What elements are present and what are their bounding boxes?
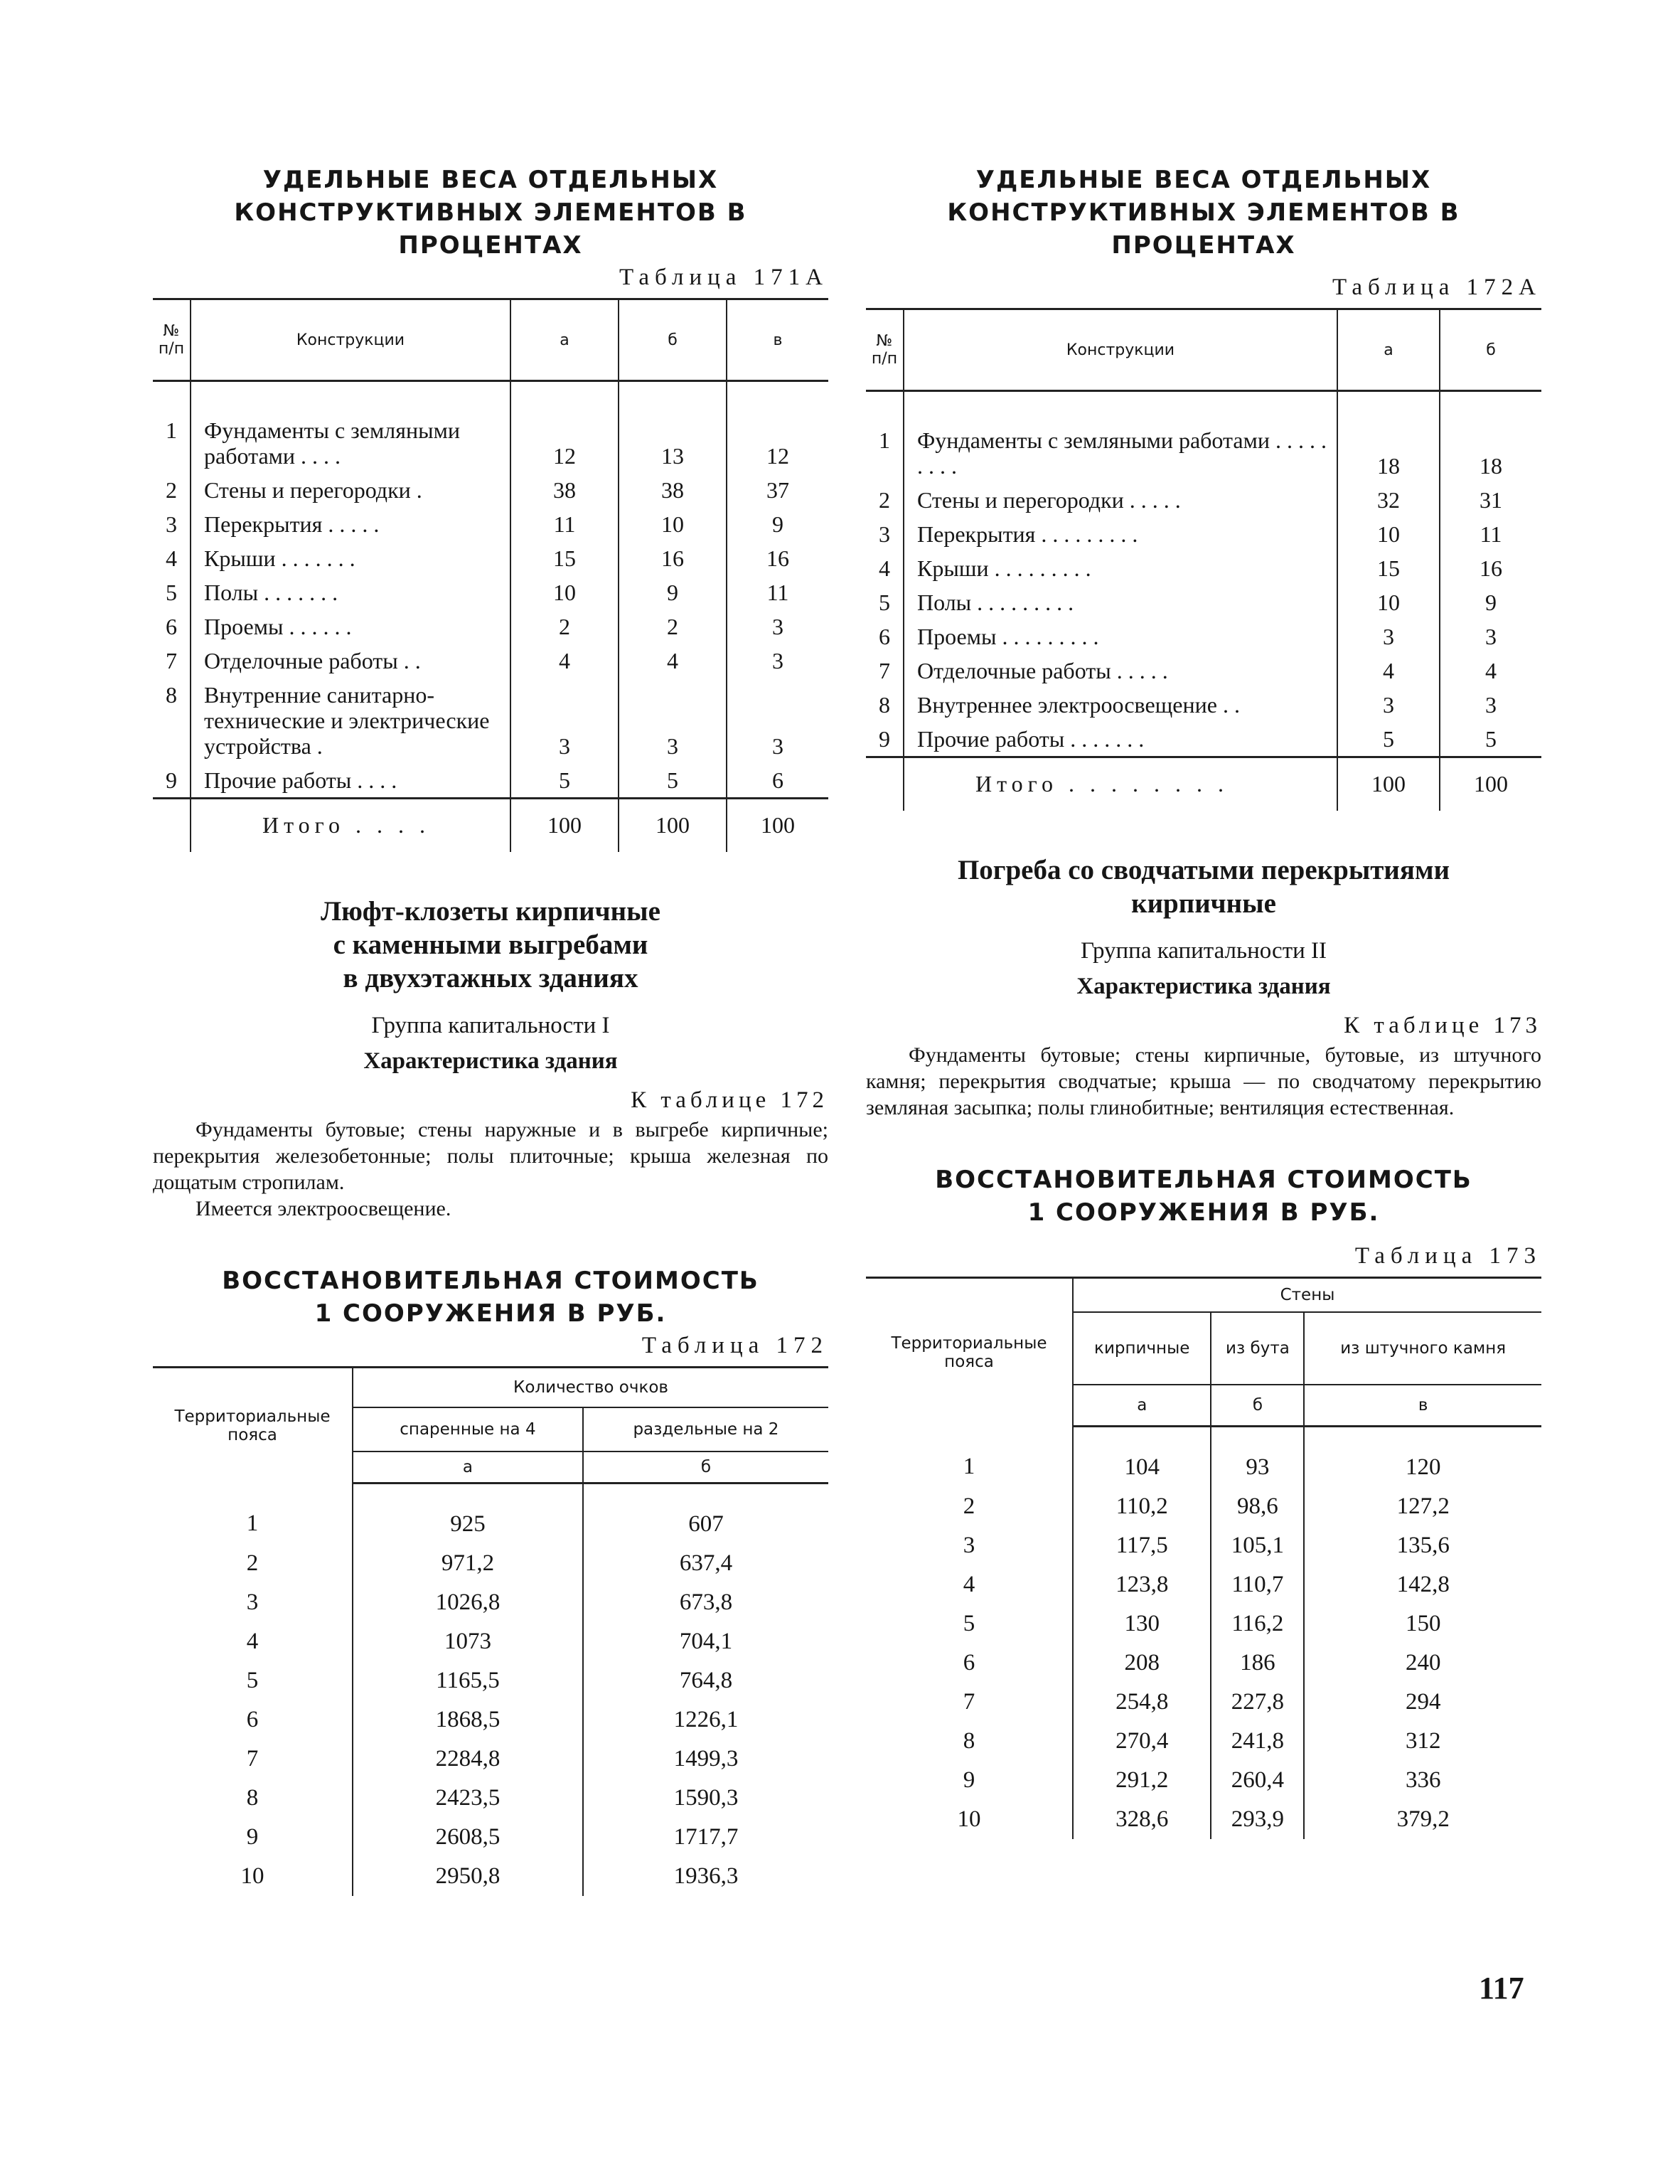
cost-b: 241,8 (1211, 1722, 1304, 1761)
table-row (153, 1857, 828, 1896)
table-172a-body (866, 391, 1541, 811)
header-b: б (619, 299, 727, 381)
total-label: Итого . . . . (191, 799, 510, 853)
value-a: 12 (510, 381, 619, 474)
table-row (153, 609, 828, 644)
header-brick: кирпичные (1073, 1312, 1211, 1385)
cost-c: 120 (1304, 1427, 1541, 1488)
table-row (866, 722, 1541, 757)
zone: 1 (963, 1454, 975, 1480)
value-a: 32 (1337, 483, 1440, 517)
value-b: 3 (1440, 619, 1541, 654)
construction-name: Перекрытия . . . . . (191, 507, 510, 541)
cost-b: 93 (1211, 1427, 1304, 1488)
header-c: в (727, 299, 828, 381)
row-number: 4 (166, 545, 177, 571)
zone: 1 (246, 1511, 259, 1537)
header-col-b: б (1211, 1385, 1304, 1427)
cost-c: 127,2 (1304, 1487, 1541, 1526)
value-a: 5 (1337, 722, 1440, 757)
table-172a-heading-line1: УДЕЛЬНЫЕ ВЕСА ОТДЕЛЬНЫХ (975, 166, 1432, 194)
zone: 7 (963, 1689, 975, 1715)
table-row (866, 585, 1541, 619)
cost-c: 135,6 (1304, 1526, 1541, 1565)
value-b: 31 (1440, 483, 1541, 517)
header-points-count: Количество очков (353, 1368, 828, 1408)
construction-name: Крыши . . . . . . . (191, 541, 510, 575)
table-171a-heading-line1: УДЕЛЬНЫЕ ВЕСА ОТДЕЛЬНЫХ (262, 166, 719, 194)
cost-a: 1868,5 (353, 1700, 583, 1740)
row-number: 3 (166, 511, 177, 537)
table-row (866, 1761, 1541, 1800)
header-col-a: а (353, 1451, 583, 1483)
zone: 10 (957, 1806, 981, 1832)
value-b: 4 (619, 644, 727, 678)
section-172-title-line2: с каменными выгребами (333, 929, 648, 960)
zone: 5 (963, 1611, 975, 1636)
cost-c: 240 (1304, 1644, 1541, 1683)
cost-a: 208 (1073, 1644, 1211, 1683)
section-173-group: Группа капитальности II (1080, 938, 1327, 964)
header-number: № п/п (866, 309, 904, 391)
value-b: 11 (1440, 517, 1541, 551)
value-b: 5 (1440, 722, 1541, 757)
table-row (153, 1700, 828, 1740)
cost-a: 254,8 (1073, 1683, 1211, 1722)
table-row (153, 1483, 828, 1545)
construction-name: Крыши . . . . . . . . . (904, 551, 1337, 585)
value-c: 3 (727, 609, 828, 644)
cost-a: 2284,8 (353, 1740, 583, 1779)
cost-a: 925 (353, 1483, 583, 1545)
cost-b: 98,6 (1211, 1487, 1304, 1526)
value-a: 10 (510, 575, 619, 609)
value-b: 18 (1440, 391, 1541, 484)
zone: 2 (963, 1493, 975, 1519)
zone: 8 (963, 1728, 975, 1754)
header-a: а (510, 299, 619, 381)
value-b: 10 (619, 507, 727, 541)
zone: 3 (963, 1533, 975, 1558)
cost-b: 110,7 (1211, 1565, 1304, 1604)
zone: 9 (963, 1767, 975, 1793)
section-172-note: Имеется электроосвещение. (196, 1197, 451, 1220)
value-c: 6 (727, 763, 828, 799)
table-row (866, 1487, 1541, 1526)
cost-a: 270,4 (1073, 1722, 1211, 1761)
table-row (153, 1544, 828, 1583)
cost-b: 1226,1 (583, 1700, 828, 1740)
header-zones: Территориальные пояса (866, 1278, 1073, 1427)
zone: 6 (246, 1707, 259, 1732)
header-rubble: из бута (1211, 1312, 1304, 1385)
value-a: 2 (510, 609, 619, 644)
value-a: 11 (510, 507, 619, 541)
construction-name: Внутренние санитарно-технические и электрические устройства . (191, 678, 510, 763)
table-row (866, 1526, 1541, 1565)
row-number: 8 (166, 682, 177, 708)
table-172a-heading-line2: КОНСТРУКТИВНЫХ ЭЛЕМЕНТОВ В ПРОЦЕНТАХ (947, 198, 1460, 260)
value-a: 15 (1337, 551, 1440, 585)
cost-b: 227,8 (1211, 1683, 1304, 1722)
construction-name: Стены и перегородки . (191, 473, 510, 507)
cost-a: 1073 (353, 1622, 583, 1661)
construction-name: Полы . . . . . . . . . (904, 585, 1337, 619)
row-number: 9 (879, 726, 890, 752)
table-row (866, 1722, 1541, 1761)
construction-name: Стены и перегородки . . . . . (904, 483, 1337, 517)
value-c: 11 (727, 575, 828, 609)
zone: 9 (246, 1824, 259, 1850)
cost-c: 336 (1304, 1761, 1541, 1800)
cost-c: 142,8 (1304, 1565, 1541, 1604)
value-b: 2 (619, 609, 727, 644)
table-row (153, 1779, 828, 1818)
value-a: 18 (1337, 391, 1440, 484)
construction-name: Проемы . . . . . . . . . (904, 619, 1337, 654)
total-empty (866, 757, 904, 811)
cost-c: 150 (1304, 1604, 1541, 1644)
value-a: 10 (1337, 517, 1440, 551)
table-173-cost (866, 1277, 1541, 1839)
table-row (866, 1604, 1541, 1644)
table-row (866, 1427, 1541, 1488)
row-number: 2 (879, 487, 890, 513)
cost-b: 105,1 (1211, 1526, 1304, 1565)
row-number: 6 (879, 624, 890, 649)
value-a: 3 (510, 678, 619, 763)
cost-a: 1026,8 (353, 1583, 583, 1622)
row-number: 1 (166, 417, 177, 443)
table-171a-heading-line2: КОНСТРУКТИВНЫХ ЭЛЕМЕНТОВ В ПРОЦЕНТАХ (234, 198, 747, 260)
cost-a: 291,2 (1073, 1761, 1211, 1800)
zone: 10 (240, 1863, 264, 1889)
table-172a (866, 308, 1541, 811)
table-row (153, 381, 828, 474)
total-row (866, 757, 1541, 811)
value-c: 12 (727, 381, 828, 474)
cost-b: 1499,3 (583, 1740, 828, 1779)
cost-c: 379,2 (1304, 1800, 1541, 1839)
header-constructions: Конструкции (191, 299, 510, 381)
left-column (153, 164, 828, 1896)
table-row (866, 1683, 1541, 1722)
total-c: 100 (727, 799, 828, 853)
value-a: 4 (1337, 654, 1440, 688)
page-number: 117 (1479, 1971, 1524, 2005)
row-number: 6 (166, 614, 177, 639)
cost-173-heading-line2: 1 СООРУЖЕНИЯ В РУБ. (1027, 1198, 1380, 1227)
header-number: № п/п (153, 299, 191, 381)
table-row (153, 507, 828, 541)
row-number: 4 (879, 555, 890, 581)
section-173-title-line2: кирпичные (1131, 888, 1276, 919)
table-173-cost-body (866, 1427, 1541, 1840)
header-col-a: а (1073, 1385, 1211, 1427)
value-c: 16 (727, 541, 828, 575)
cost-a: 104 (1073, 1427, 1211, 1488)
table-row (866, 551, 1541, 585)
header-col-c: в (1304, 1385, 1541, 1427)
value-a: 15 (510, 541, 619, 575)
value-b: 9 (1440, 585, 1541, 619)
row-number: 5 (166, 580, 177, 605)
table-171a-label: Таблица 171А (619, 265, 828, 290)
value-a: 3 (1337, 688, 1440, 722)
cost-a: 110,2 (1073, 1487, 1211, 1526)
header-walls: Стены (1073, 1278, 1541, 1313)
zone: 5 (246, 1668, 259, 1693)
table-171a (153, 298, 828, 852)
cost-b: 293,9 (1211, 1800, 1304, 1839)
value-a: 3 (1337, 619, 1440, 654)
table-row (866, 391, 1541, 484)
zone: 7 (246, 1746, 259, 1772)
zone: 6 (963, 1650, 975, 1676)
row-number: 7 (166, 648, 177, 673)
cost-a: 2423,5 (353, 1779, 583, 1818)
header-separate: раздельные на 2 (583, 1407, 828, 1451)
value-b: 38 (619, 473, 727, 507)
row-number: 9 (166, 767, 177, 793)
table-row (866, 619, 1541, 654)
table-172-cost-body (153, 1483, 828, 1897)
table-row (153, 1740, 828, 1779)
cost-c: 312 (1304, 1722, 1541, 1761)
value-b: 16 (1440, 551, 1541, 585)
zone: 3 (246, 1589, 259, 1615)
cost-a: 117,5 (1073, 1526, 1211, 1565)
header-b: б (1440, 309, 1541, 391)
construction-name: Прочие работы . . . . . . . (904, 722, 1337, 757)
value-a: 5 (510, 763, 619, 799)
value-b: 13 (619, 381, 727, 474)
value-b: 4 (1440, 654, 1541, 688)
table-row (866, 1800, 1541, 1839)
value-b: 9 (619, 575, 727, 609)
section-172-ktable: К таблице 172 (631, 1087, 828, 1113)
cost-b: 637,4 (583, 1544, 828, 1583)
cost-172-heading-line2: 1 СООРУЖЕНИЯ В РУБ. (314, 1299, 667, 1328)
table-row (866, 654, 1541, 688)
cost-b: 673,8 (583, 1583, 828, 1622)
cost-b: 764,8 (583, 1661, 828, 1700)
cost-c: 294 (1304, 1683, 1541, 1722)
construction-name: Проемы . . . . . . (191, 609, 510, 644)
table-row (153, 1661, 828, 1700)
table-row (866, 517, 1541, 551)
table-row (153, 541, 828, 575)
cost-a: 123,8 (1073, 1565, 1211, 1604)
header-a: а (1337, 309, 1440, 391)
header-piece-stone: из штучного камня (1304, 1312, 1541, 1385)
value-c: 3 (727, 678, 828, 763)
section-172-title-line3: в двухэтажных зданиях (343, 963, 638, 994)
value-c: 3 (727, 644, 828, 678)
value-a: 38 (510, 473, 619, 507)
table-row (153, 575, 828, 609)
cost-b: 186 (1211, 1644, 1304, 1683)
construction-name: Фундаменты с земляными работами . . . . (191, 381, 510, 474)
table-row (153, 1622, 828, 1661)
construction-name: Полы . . . . . . . (191, 575, 510, 609)
header-paired: спаренные на 4 (353, 1407, 583, 1451)
table-row (153, 644, 828, 678)
total-empty (153, 799, 191, 853)
row-number: 5 (879, 590, 890, 615)
cost-172-heading-line1: ВОССТАНОВИТЕЛЬНАЯ СТОИМОСТЬ (222, 1267, 759, 1295)
cost-a: 971,2 (353, 1544, 583, 1583)
row-number: 8 (879, 692, 890, 718)
total-b: 100 (619, 799, 727, 853)
row-number: 2 (166, 477, 177, 503)
value-b: 5 (619, 763, 727, 799)
table-171a-body (153, 381, 828, 853)
row-number: 1 (879, 427, 890, 453)
value-c: 9 (727, 507, 828, 541)
construction-name: Прочие работы . . . . (191, 763, 510, 799)
section-172-title-line1: Люфт-клозеты кирпичные (321, 896, 660, 927)
table-row (866, 1644, 1541, 1683)
cost-a: 328,6 (1073, 1800, 1211, 1839)
cost-b: 1590,3 (583, 1779, 828, 1818)
zone: 4 (246, 1629, 259, 1654)
total-a: 100 (1337, 757, 1440, 811)
total-label: Итого . . . . . . . . (904, 757, 1337, 811)
construction-name: Отделочные работы . . (191, 644, 510, 678)
total-a: 100 (510, 799, 619, 853)
table-row (153, 473, 828, 507)
cost-a: 2608,5 (353, 1818, 583, 1857)
value-b: 3 (619, 678, 727, 763)
table-row (153, 763, 828, 799)
value-a: 10 (1337, 585, 1440, 619)
right-column (866, 164, 1541, 1839)
cost-b: 607 (583, 1483, 828, 1545)
zone: 8 (246, 1785, 259, 1811)
total-b: 100 (1440, 757, 1541, 811)
cost-172-label: Таблица 172 (641, 1333, 828, 1358)
value-c: 37 (727, 473, 828, 507)
table-row (866, 688, 1541, 722)
table-row (153, 1818, 828, 1857)
section-173-characteristic: Характеристика здания (1076, 974, 1331, 999)
header-col-b: б (583, 1451, 828, 1483)
table-row (153, 1583, 828, 1622)
cost-a: 1165,5 (353, 1661, 583, 1700)
header-zones: Территориальные пояса (153, 1368, 353, 1483)
cost-b: 260,4 (1211, 1761, 1304, 1800)
header-constructions: Конструкции (904, 309, 1337, 391)
cost-173-heading-line1: ВОССТАНОВИТЕЛЬНАЯ СТОИМОСТЬ (935, 1166, 1472, 1194)
row-number: 7 (879, 658, 890, 683)
cost-b: 116,2 (1211, 1604, 1304, 1644)
construction-name: Отделочные работы . . . . . (904, 654, 1337, 688)
value-b: 3 (1440, 688, 1541, 722)
cost-b: 704,1 (583, 1622, 828, 1661)
cost-a: 2950,8 (353, 1857, 583, 1896)
cost-a: 130 (1073, 1604, 1211, 1644)
table-row (866, 483, 1541, 517)
cost-173-label: Таблица 173 (1354, 1243, 1541, 1269)
table-172-cost (153, 1366, 828, 1896)
table-172a-label: Таблица 172А (1332, 275, 1541, 300)
value-b: 16 (619, 541, 727, 575)
construction-name: Внутреннее электроосвещение . . (904, 688, 1337, 722)
table-row (866, 1565, 1541, 1604)
cost-b: 1936,3 (583, 1857, 828, 1896)
zone: 4 (963, 1572, 975, 1597)
section-172-characteristic: Характеристика здания (363, 1048, 618, 1074)
row-number: 3 (879, 521, 890, 547)
construction-name: Перекрытия . . . . . . . . . (904, 517, 1337, 551)
section-172-description: Фундаменты бутовые; стены наружные и в выгребе кирпичные; перекрытия железобетонные; полы плиточные; крыша железная по дощатым стропилам. (153, 1118, 828, 1194)
total-row (153, 799, 828, 853)
section-173-description: Фундаменты бутовые; стены кирпичные, бутовые, из штучного камня; перекрытия сводчатые; крыша — по сводчатому перекрытию земляная засыпка; полы глинобитные; вентиляция естественная. (866, 1043, 1541, 1119)
cost-b: 1717,7 (583, 1818, 828, 1857)
value-a: 4 (510, 644, 619, 678)
table-row (153, 678, 828, 763)
section-172-group: Группа капитальности I (371, 1013, 610, 1038)
section-173-ktable: К таблице 173 (1344, 1013, 1541, 1038)
section-173-title-line1: Погреба со сводчатыми перекрытиями (957, 855, 1450, 885)
construction-name: Фундаменты с земляными работами . . . . . . . . . (904, 391, 1337, 484)
zone: 2 (246, 1550, 259, 1576)
